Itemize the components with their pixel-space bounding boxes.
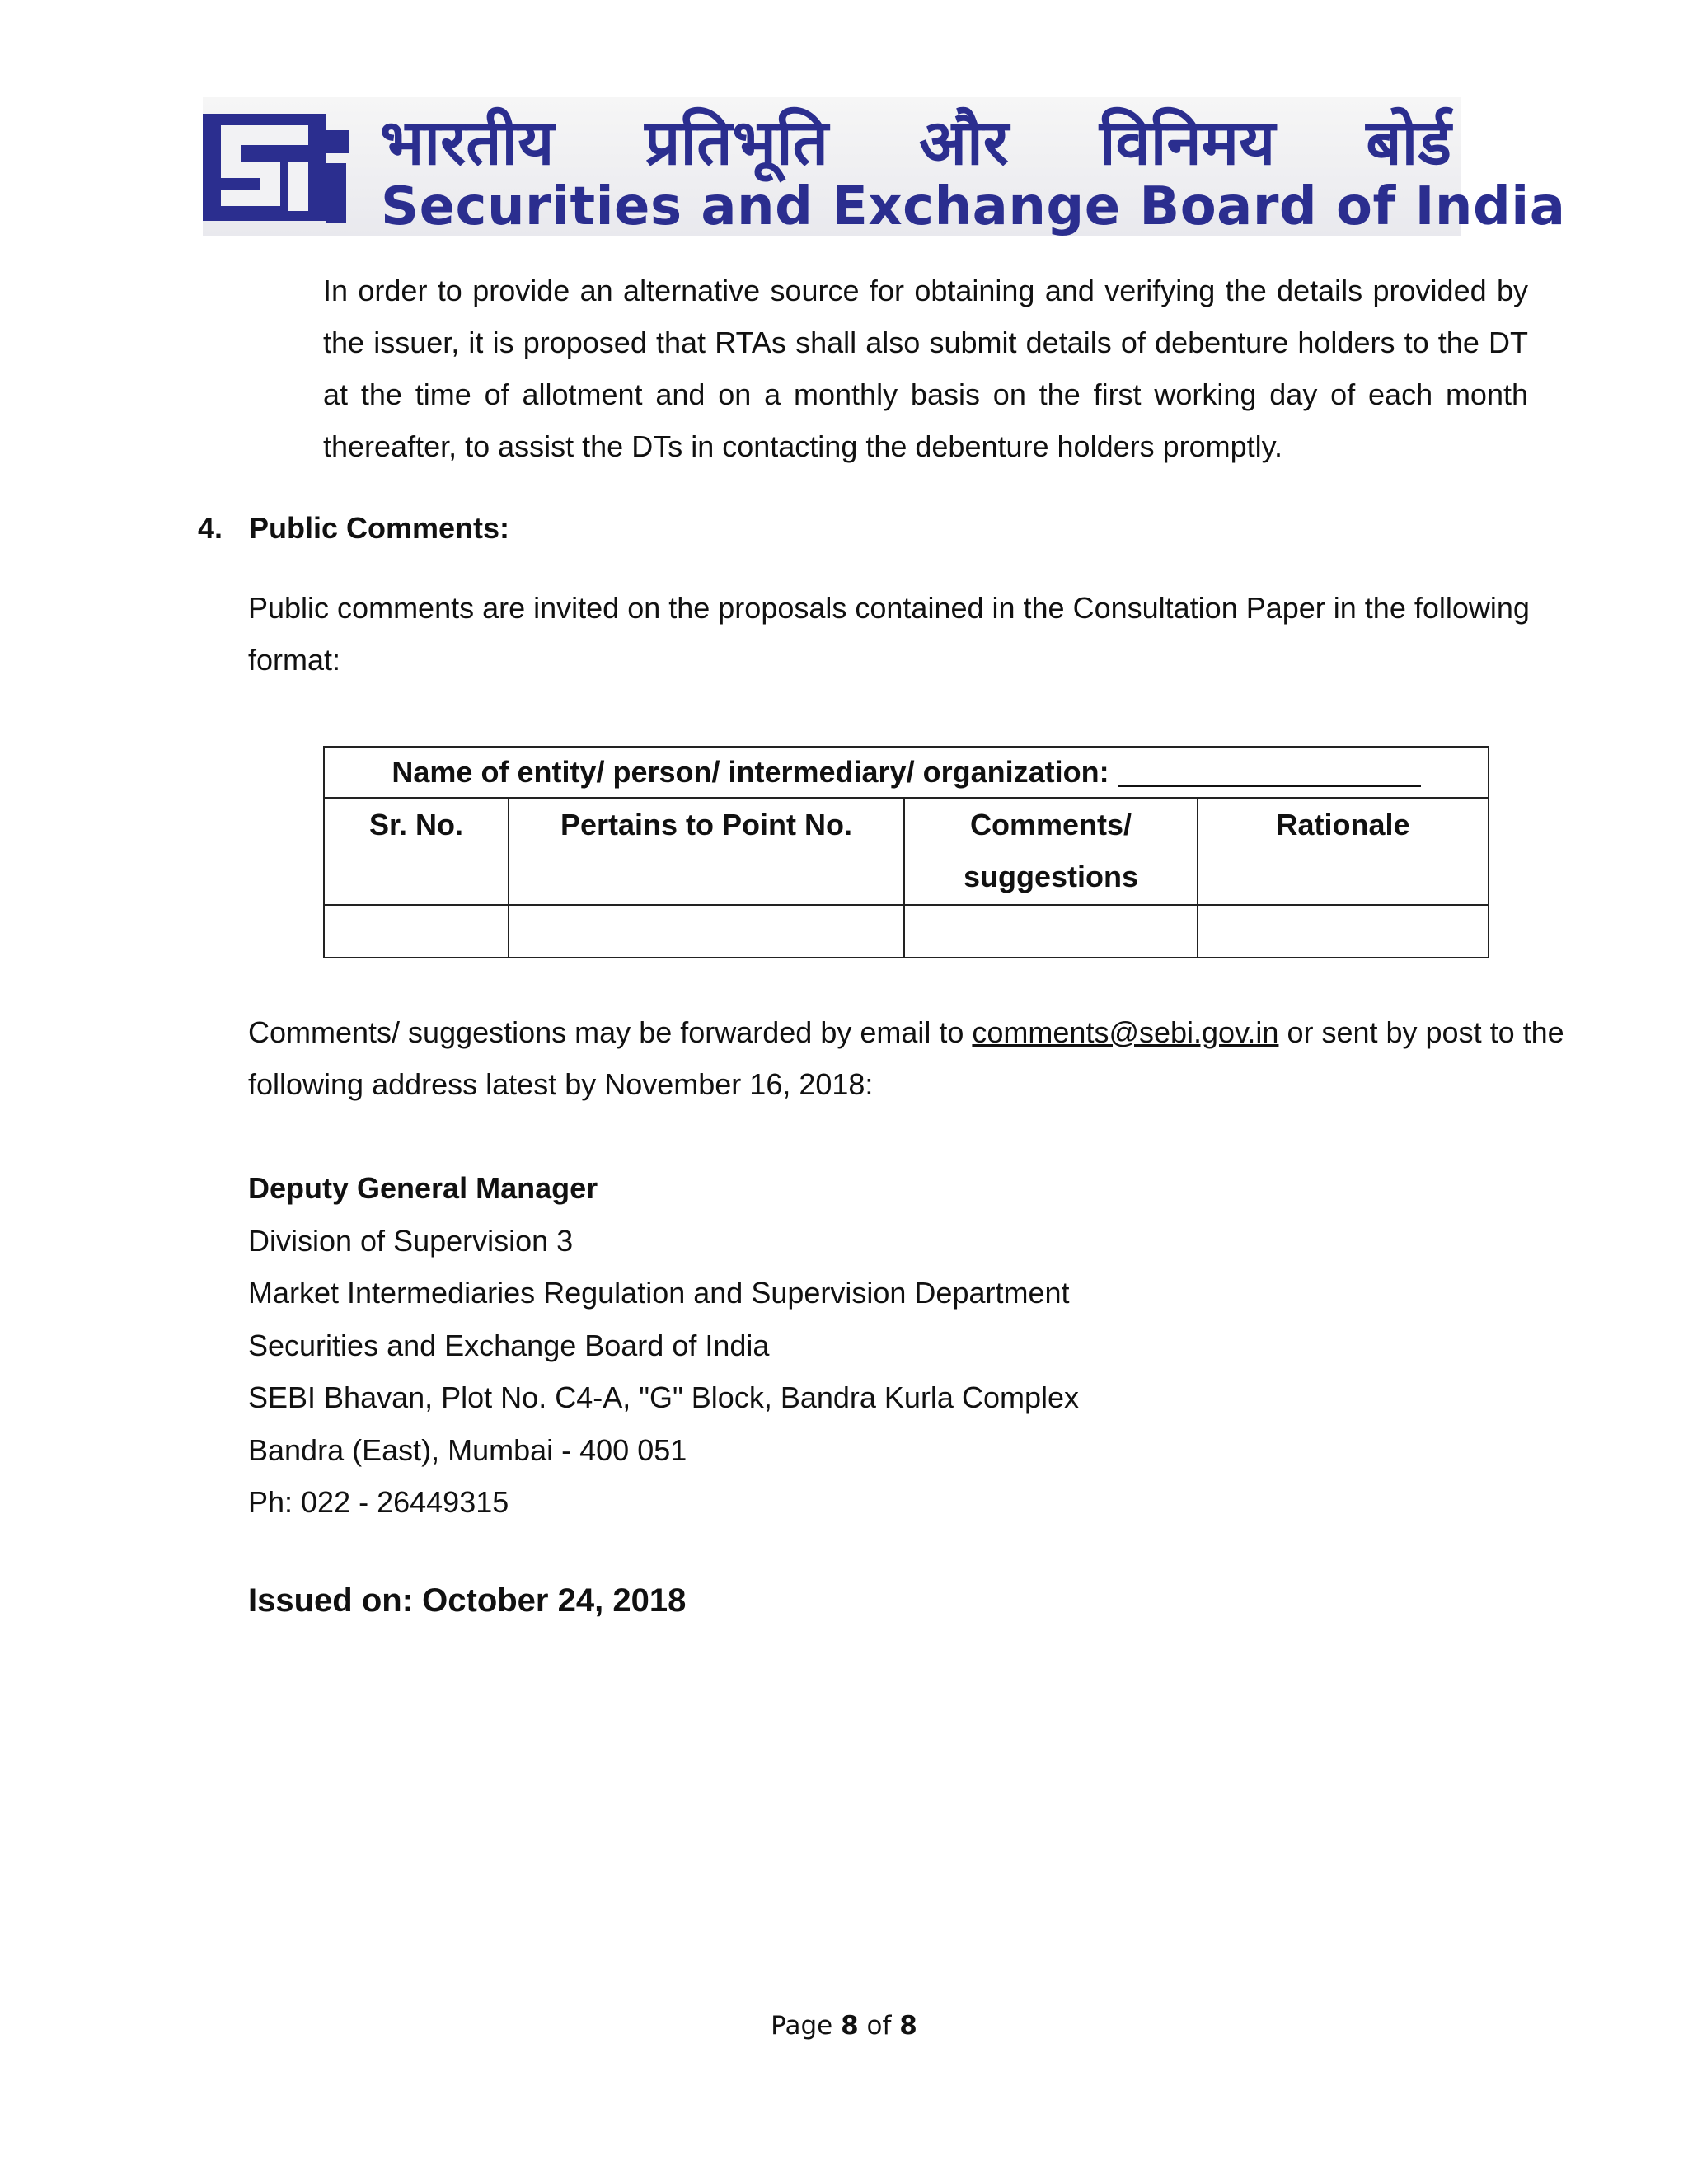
col-comments: Comments/ suggestions [904,798,1198,905]
section-number: 4. [198,511,223,545]
org-name-hindi [380,101,1451,180]
address-line: Market Intermediaries Regulation and Supervision Department [248,1276,1070,1310]
address-line: Ph: 022 - 26449315 [248,1485,509,1519]
hindi-word: और [919,105,1009,179]
address-line: SEBI Bhavan, Plot No. C4-A, "G" Block, Bandra Kurla Complex [248,1380,1079,1414]
table-row [324,905,1489,958]
forwarding-text-before: Comments/ suggestions may be forwarded by email to [248,1015,973,1049]
of-word: of [866,2011,892,2041]
current-page: 8 [841,2011,859,2041]
table-header-row [324,798,1489,905]
hindi-word: भारतीय [380,105,555,179]
page-word: Page [771,2011,833,2041]
hindi-word: बोर्ड [1366,105,1451,179]
postal-address [248,1162,1079,1529]
name-blank-line [1118,752,1421,787]
hindi-word: विनिमय [1099,105,1276,179]
table-title-cell [324,747,1489,798]
page-number [0,2011,1688,2041]
table-cell [509,905,904,958]
section-title: Public Comments: [249,511,510,545]
address-line: Bandra (East), Mumbai - 400 051 [248,1432,687,1467]
col-point-no: Pertains to Point No. [509,798,904,905]
address-line: Division of Supervision 3 [248,1223,574,1258]
table-cell [1198,905,1489,958]
email-link[interactable]: comments@sebi.gov.in [972,1015,1279,1049]
section-heading [198,502,509,554]
table-title: Name of entity/ person/ intermediary/ organization: [392,755,1109,789]
invite-paragraph: Public comments are invited on the proposals contained in the Consultation Paper in the following format: [248,591,1530,677]
total-pages: 8 [899,2011,917,2041]
address-designation: Deputy General Manager [248,1171,598,1205]
table-cell [904,905,1198,958]
address-line: Securities and Exchange Board of India [248,1328,770,1362]
sebi-logo [203,97,349,236]
comment-format-table [323,746,1489,958]
issued-date: Issued on: October 24, 2018 [248,1582,687,1619]
intro-paragraph: In order to provide an alternative source for obtaining and verifying the details provided by the issuer, it is proposed that RTAs shall also submit details of debenture holders to the DT at the time of allotment and on a monthly basis on the first working day of each month thereafter, to assist the DTs in contacting the debenture holders promptly. [323,274,1528,463]
table-cell [324,905,509,958]
forwarding-paragraph [248,1006,1567,1110]
header-banner [203,97,1566,237]
forwarding-text-after: or sent by post to the following address latest by November 16, 2018: [248,1015,1564,1101]
table-title-row [324,747,1489,798]
col-rationale: Rationale [1198,798,1489,905]
col-sr-no: Sr. No. [324,798,509,905]
hindi-word: प्रतिभूति [645,105,828,179]
org-name-english: Securities and Exchange Board of India [381,176,1566,237]
